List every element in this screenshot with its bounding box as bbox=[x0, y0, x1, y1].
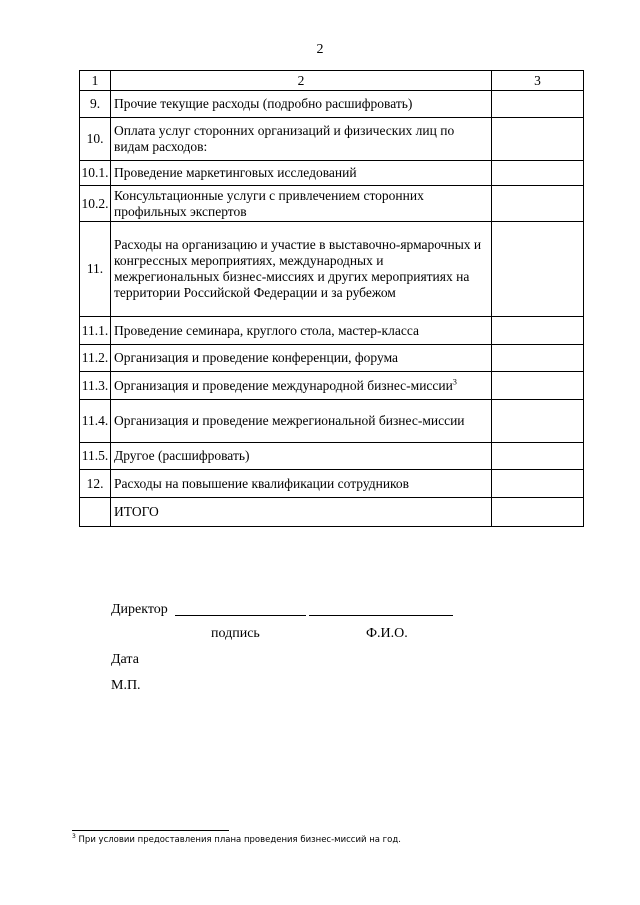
footnote-text: При условии предоставления плана проведения бизнес-миссий на год. bbox=[75, 835, 401, 845]
footnote-marker: 3 bbox=[72, 833, 76, 841]
row-description bbox=[111, 443, 492, 470]
row-description bbox=[111, 470, 492, 498]
footnote-reference: 3 bbox=[452, 377, 457, 386]
row-number: 11.5. bbox=[80, 443, 111, 470]
table-body bbox=[80, 71, 584, 527]
table-row bbox=[80, 186, 584, 222]
row-value bbox=[492, 118, 584, 161]
row-value bbox=[492, 91, 584, 118]
row-description-text: Организация и проведение конференции, форума bbox=[114, 350, 399, 365]
row-number: 11. bbox=[80, 222, 111, 317]
row-value bbox=[492, 317, 584, 345]
row-value bbox=[492, 372, 584, 400]
row-number: 12. bbox=[80, 470, 111, 498]
row-description-text: Организация и проведение межрегиональной бизнес-миссии bbox=[114, 413, 465, 428]
table-row bbox=[80, 470, 584, 498]
row-description-text: Организация и проведение международной бизнес-миссии bbox=[114, 377, 453, 393]
signature-line bbox=[175, 615, 306, 616]
row-number: 9. bbox=[80, 91, 111, 118]
row-description bbox=[111, 161, 492, 186]
table-row bbox=[80, 400, 584, 443]
row-number: 11.3. bbox=[80, 372, 111, 400]
footnote-separator bbox=[72, 830, 229, 831]
header-cell-2: 2 bbox=[111, 71, 492, 91]
stamp-label: М.П. bbox=[111, 678, 141, 693]
row-number bbox=[80, 498, 111, 527]
row-description bbox=[111, 345, 492, 372]
header-cell-3: 3 bbox=[492, 71, 584, 91]
row-description bbox=[111, 222, 492, 317]
row-description-text: Прочие текущие расходы (подробно расшифровать) bbox=[114, 96, 413, 111]
name-caption: Ф.И.О. bbox=[366, 626, 408, 641]
table-row bbox=[80, 161, 584, 186]
table-row bbox=[80, 345, 584, 372]
row-description bbox=[111, 400, 492, 443]
table-row bbox=[80, 498, 584, 527]
row-description-text: Расходы на организацию и участие в выставочно-ярмарочных и конгрессных мероприятиях, международных и межрегиональных бизнес-миссиях и других мероприятиях на территории Российской Федерации и за рубежом bbox=[114, 237, 482, 300]
row-description-text: Расходы на повышение квалификации сотрудников bbox=[114, 475, 410, 491]
table-row bbox=[80, 91, 584, 118]
row-description-text: ИТОГО bbox=[114, 504, 159, 519]
row-description bbox=[111, 118, 492, 161]
row-description bbox=[111, 372, 492, 400]
row-description-text: Проведение семинара, круглого стола, мастер-класса bbox=[114, 322, 419, 338]
header-cell-1: 1 bbox=[80, 71, 111, 91]
table-row bbox=[80, 443, 584, 470]
row-value bbox=[492, 186, 584, 222]
row-value bbox=[492, 400, 584, 443]
row-description bbox=[111, 498, 492, 527]
signature-caption: подпись bbox=[211, 626, 260, 641]
row-number: 10. bbox=[80, 118, 111, 161]
table-row bbox=[80, 317, 584, 345]
table-header-row bbox=[80, 71, 584, 91]
row-value bbox=[492, 161, 584, 186]
expenses-table bbox=[79, 70, 584, 527]
row-value bbox=[492, 498, 584, 527]
row-description bbox=[111, 317, 492, 345]
row-value bbox=[492, 470, 584, 498]
table-row bbox=[80, 222, 584, 317]
row-value bbox=[492, 443, 584, 470]
row-description bbox=[111, 186, 492, 222]
row-description-text: Проведение маркетинговых исследований bbox=[114, 165, 357, 180]
row-number: 10.1. bbox=[80, 161, 111, 186]
row-number: 11.1. bbox=[80, 317, 111, 345]
row-number: 10.2. bbox=[80, 186, 111, 222]
footnote bbox=[72, 835, 401, 845]
page-number: 2 bbox=[316, 42, 324, 57]
row-value bbox=[492, 222, 584, 317]
row-number: 11.4. bbox=[80, 400, 111, 443]
row-value bbox=[492, 345, 584, 372]
date-label: Дата bbox=[111, 652, 139, 667]
row-description-text: Консультационные услуги с привлечением сторонних профильных экспертов bbox=[114, 187, 424, 219]
name-line bbox=[309, 615, 453, 616]
director-label: Директор bbox=[111, 602, 168, 617]
table-row bbox=[80, 372, 584, 400]
row-description-text: Оплата услуг сторонних организаций и физических лиц по видам расходов: bbox=[114, 123, 455, 154]
table-row bbox=[80, 118, 584, 161]
row-number: 11.2. bbox=[80, 345, 111, 372]
row-description bbox=[111, 91, 492, 118]
row-description-text: Другое (расшифровать) bbox=[114, 448, 250, 463]
